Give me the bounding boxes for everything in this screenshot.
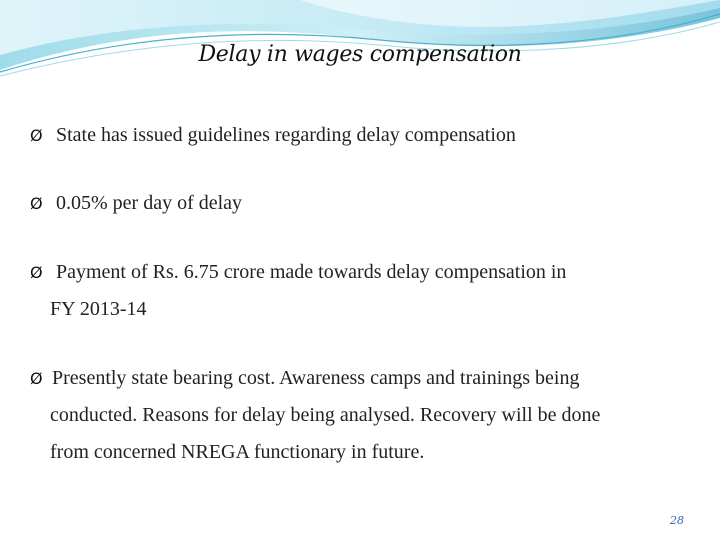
bullet-text: State has issued guidelines regarding delay compensation (56, 124, 516, 146)
bullet-text-continuation: from concerned NREGA functionary in future. (50, 441, 425, 463)
bullet-item (30, 124, 690, 147)
bullet-item (30, 360, 690, 471)
bullet-text: Presently state bearing cost. Awareness camps and trainings being (52, 367, 580, 389)
arrow-bullet-icon: Ø (30, 263, 43, 282)
bullet-text: 0.05% per day of delay (56, 192, 243, 214)
bullet-item (30, 192, 690, 215)
bullet-text-continuation: conducted. Reasons for delay being analysed. Recovery will be done (50, 404, 601, 426)
slide-title: Delay in wages compensation (198, 42, 522, 67)
bullet-text-continuation: FY 2013-14 (50, 298, 147, 320)
bullet-text: Payment of Rs. 6.75 crore made towards delay compensation in (56, 261, 567, 283)
page-number: 28 (670, 514, 684, 527)
arrow-bullet-icon: Ø (30, 369, 43, 388)
arrow-bullet-icon: Ø (30, 126, 43, 145)
arrow-bullet-icon: Ø (30, 194, 43, 213)
bullet-item (30, 254, 690, 328)
